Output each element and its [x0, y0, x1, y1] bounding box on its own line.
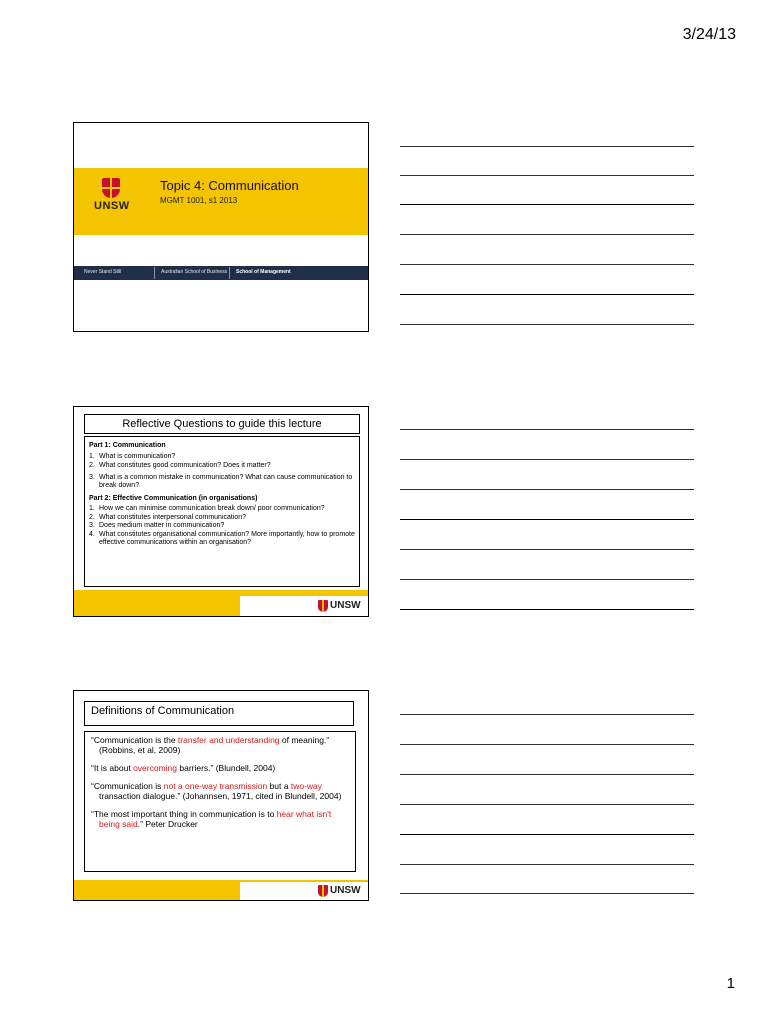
note-line [400, 489, 694, 490]
list-item: 3. What is a common mistake in communication? What can cause communication to break down? [89, 473, 353, 489]
note-line [400, 774, 694, 775]
unsw-logo: UNSW [318, 599, 362, 613]
slide-3 [73, 690, 369, 901]
unsw-crest-icon [318, 885, 328, 897]
slide-1 [73, 122, 369, 332]
unsw-logo: UNSW [318, 884, 362, 898]
unsw-crest-icon [102, 178, 120, 198]
note-line [400, 804, 694, 805]
list-item: 1. What is communication? [89, 452, 176, 460]
definition-4: “The most important thing in communication is to hear what isn't being said.” Peter Drucker [91, 809, 332, 829]
slide-title: Topic 4: Communication [160, 178, 299, 193]
page-date: 3/24/13 [682, 26, 736, 43]
definition-2: “It is about overcoming barriers.” (Blundell, 2004) [91, 763, 276, 773]
note-line [400, 714, 694, 715]
note-line [400, 204, 694, 205]
questions-box [84, 436, 360, 587]
list-item: 2. What constitutes good communication? Does it matter? [89, 462, 271, 469]
note-line [400, 234, 694, 235]
tagline: Never Stand Still [84, 269, 122, 275]
school-name: School of Management [236, 269, 291, 275]
note-line [400, 459, 694, 460]
slide-2 [73, 406, 369, 617]
definitions-box [84, 731, 356, 872]
list-item: 3. Does medium matter in communication? [89, 522, 225, 529]
footer-band [74, 590, 368, 616]
note-line [400, 324, 694, 325]
note-line [400, 893, 694, 894]
note-line [400, 175, 694, 176]
unsw-crest-icon [318, 600, 328, 612]
definition-3: “Communication is not a one-way transmission but a two-way transaction dialogue.” (Johannsen, 1971, cited in Blundell, 2004) [91, 781, 342, 801]
note-line [400, 294, 694, 295]
list-item: 1. How we can minimise communication break down/ poor communication? [89, 505, 325, 512]
title-band [74, 168, 368, 275]
list-item: 4. What constitutes organisational communication? More importantly, how to promote effective communications within an organisation? [89, 530, 355, 546]
school-bar [74, 266, 368, 280]
note-line [400, 264, 694, 265]
note-line [400, 744, 694, 745]
unsw-logo-text: UNSW [94, 200, 130, 212]
list-item: 2. What constitutes interpersonal communication? [89, 513, 247, 521]
note-line [400, 519, 694, 520]
slide-header: Reflective Questions to guide this lecture [84, 414, 360, 434]
footer-band [74, 880, 368, 900]
note-line [400, 549, 694, 550]
slide-subtitle: MGMT 1001, s1 2013 [160, 196, 238, 205]
note-line [400, 864, 694, 865]
note-line [400, 429, 694, 430]
note-line [400, 834, 694, 835]
slide-header: Definitions of Communication [84, 701, 354, 726]
page-number: 1 [726, 975, 735, 992]
note-line [400, 146, 694, 147]
note-line [400, 579, 694, 580]
part2-title: Part 2: Effective Communication (in organisations) [89, 494, 258, 502]
part1-title: Part 1: Communication [89, 442, 166, 449]
business-school: Australian School of Business [161, 269, 228, 275]
definition-1: “Communication is the transfer and understanding of meaning.” (Robbins, et al, 2009) [91, 735, 330, 755]
note-line [400, 609, 694, 610]
